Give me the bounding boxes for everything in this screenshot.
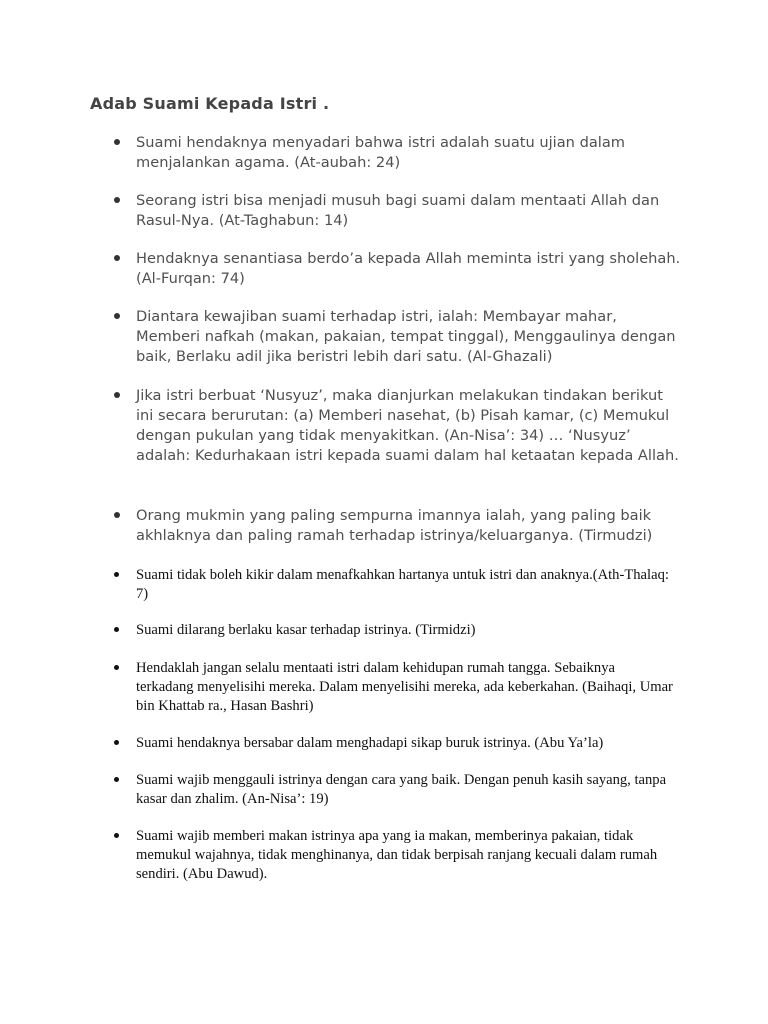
list-item-text: Suami hendaknya bersabar dalam menghadapi sikap buruk istrinya. (Abu Ya’la) [136,735,604,751]
list-item-text: Suami hendaknya menyadari bahwa istri adalah suatu ujian dalam menjalankan agama. (At-aubah: 24) [136,134,625,171]
bullet-icon [114,255,120,261]
bullet-icon [114,777,119,782]
list-item-text: Jika istri berbuat ‘Nusyuz’, maka dianjurkan melakukan tindakan berikut ini secara berurutan: (a) Memberi nasehat, (b) Pisah kamar, (c) Memukul dengan pukulan yang tidak menyakitkan. (An-Nisa’: 34) … ‘Nusyuz’ adalah: Kedurhakaan istri kepada suami dalam hal ketaatan kepada Allah. [136,387,679,464]
list-item-text: Suami dilarang berlaku kasar terhadap istrinya. (Tirmidzi) [136,622,476,638]
list-item-text: Seorang istri bisa menjadi musuh bagi suami dalam mentaati Allah dan Rasul-Nya. (At-Taghabun: 14) [136,192,660,229]
list-item-text: Hendaklah jangan selalu mentaati istri dalam kehidupan rumah tangga. Sebaiknya terkadang menyelisihi mereka. Dalam menyelisihi mereka, ada keberkahan. (Baihaqi, Umar bin Khattab ra., Hasan Bashri) [136,660,673,714]
bullet-icon [114,740,119,745]
list-item-text: Suami tidak boleh kikir dalam menafkahkan hartanya untuk istri dan anaknya.(Ath-Thalaq: 7) [136,567,669,602]
bullet-icon [114,139,120,145]
bullet-icon [114,197,120,203]
list-item-text: Suami wajib menggauli istrinya dengan cara yang baik. Dengan penuh kasih sayang, tanpa kasar dan zhalim. (An-Nisa’: 19) [136,772,667,807]
bullet-icon [114,833,119,838]
list-item-text: Suami wajib memberi makan istrinya apa yang ia makan, memberinya pakaian, tidak memukul wajahnya, tidak menghinanya, dan tidak berpisah ranjang kecuali dalam rumah sendiri. (Abu Dawud). [136,828,658,882]
bullet-icon [114,572,119,577]
bullet-icon [114,313,120,319]
list-item-text: Hendaknya senantiasa berdo’a kepada Allah meminta istri yang sholehah. (Al-Furqan: 74) [136,250,681,287]
document-title: Adab Suami Kepada Istri . [90,94,330,113]
bullet-icon [114,665,119,670]
list-item-text: Diantara kewajiban suami terhadap istri, ialah: Membayar mahar, Memberi nafkah (makan, pakaian, tempat tinggal), Menggaulinya dengan baik, Berlaku adil jika beristri lebih dari satu. (Al-Ghazali) [136,308,676,365]
list-item-text: Orang mukmin yang paling sempurna imannya ialah, yang paling baik akhlaknya dan paling ramah terhadap istrinya/keluarganya. (Tirmudzi) [136,507,653,544]
bullet-icon [114,512,120,518]
bullet-icon [114,627,119,632]
bullet-icon [114,392,120,398]
